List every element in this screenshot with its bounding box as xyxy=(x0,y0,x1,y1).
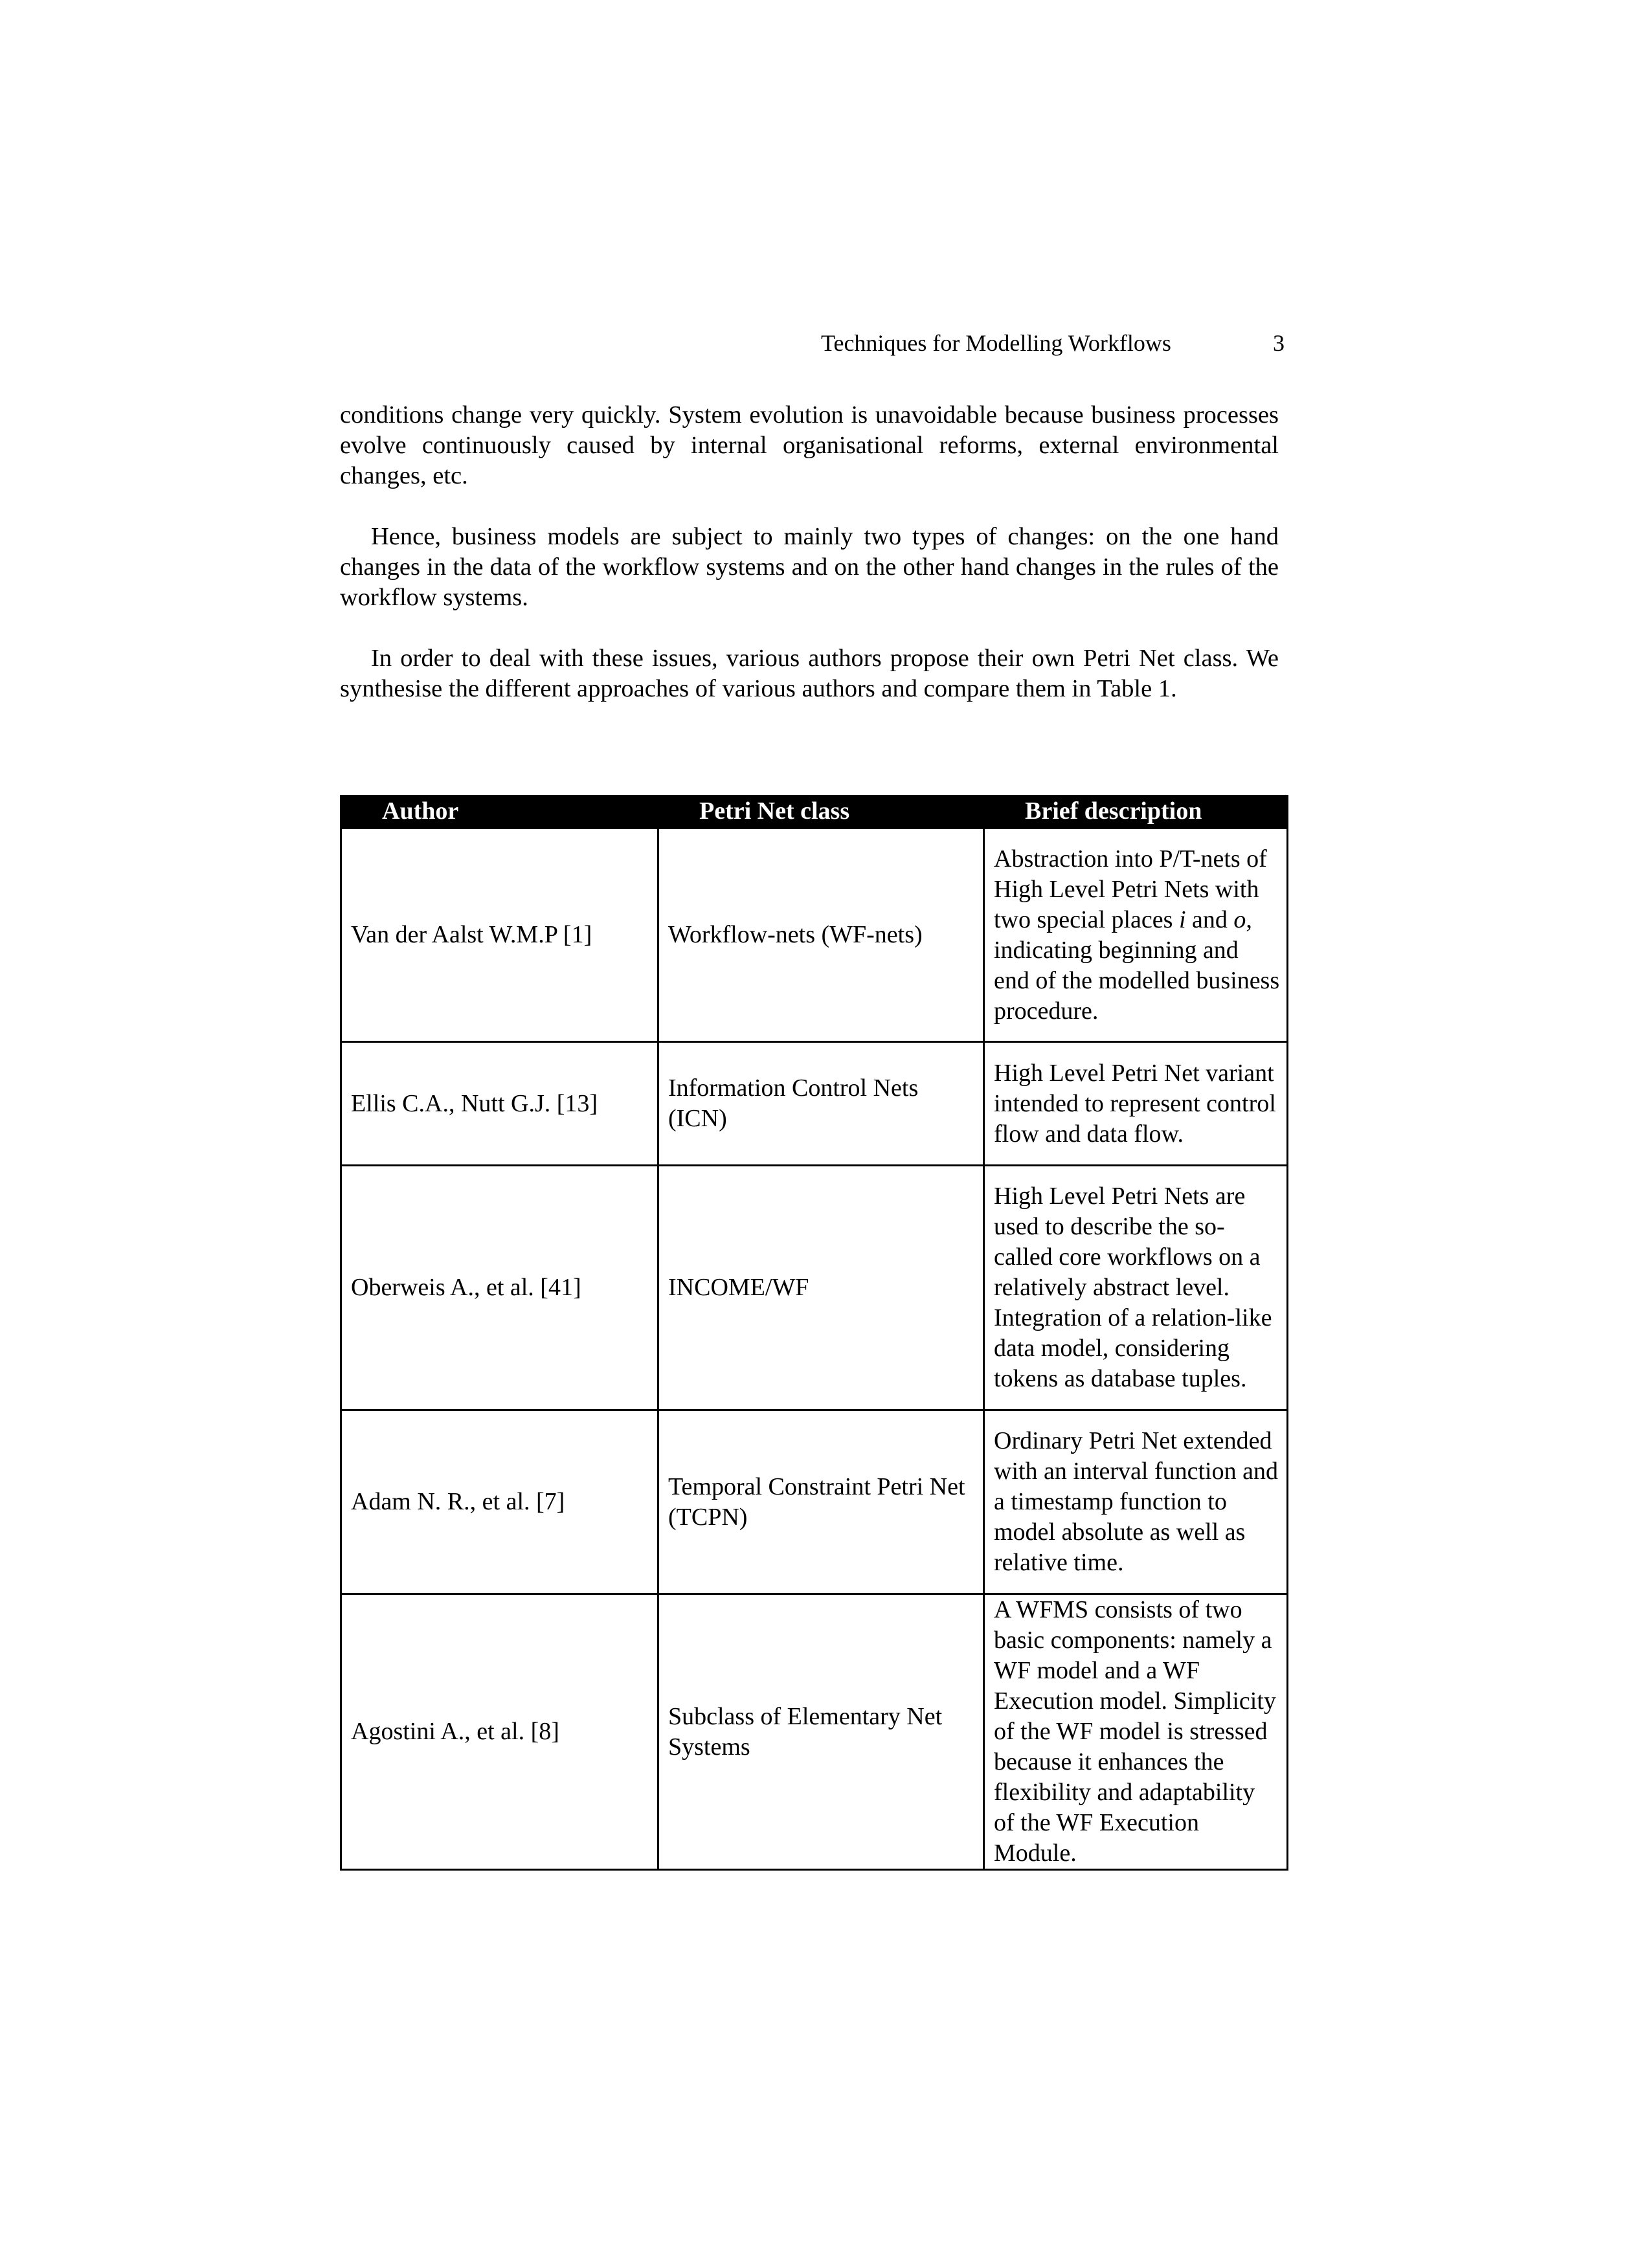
paragraph-1: conditions change very quickly. System evolution is unavoidable because business processes evolve continuously caused by internal organisational reforms, external environmental changes, etc. xyxy=(340,401,1279,489)
cell-description: High Level Petri Nets are used to describe the so-called core workflows on a relatively abstract level. Integration of a relation-like data model, considering tokens as database tuples. xyxy=(984,1166,1288,1410)
table-row xyxy=(341,1594,1288,1870)
table-row xyxy=(341,1042,1288,1166)
cell-petri-net-class: Information Control Nets (ICN) xyxy=(658,1042,984,1166)
cell-author: Oberweis A., et al. [41] xyxy=(341,1166,658,1410)
cell-description: Ordinary Petri Net extended with an interval function and a timestamp function to model absolute as well as relative time. xyxy=(984,1410,1288,1594)
running-header xyxy=(821,327,1287,359)
header-brief-description: Brief description xyxy=(984,795,1288,828)
paragraph-2: Hence, business models are subject to mainly two types of changes: on the one hand changes in the data of the workflow systems and on the other hand changes in the rules of the workflow systems. xyxy=(340,523,1279,611)
header-petri-net-class: Petri Net class xyxy=(658,795,984,828)
cell-petri-net-class: Temporal Constraint Petri Net (TCPN) xyxy=(658,1410,984,1594)
cell-author: Van der Aalst W.M.P [1] xyxy=(341,828,658,1042)
place-i: i xyxy=(1178,906,1186,933)
cell-petri-net-class: INCOME/WF xyxy=(658,1166,984,1410)
table-row xyxy=(341,1166,1288,1410)
description-text: , indicating beginning and end of the modelled business procedure. xyxy=(994,906,1280,1025)
cell-petri-net-class: Workflow-nets (WF-nets) xyxy=(658,828,984,1042)
cell-author: Agostini A., et al. [8] xyxy=(341,1594,658,1870)
cell-description: A WFMS consists of two basic components: namely a WF model and a WF Execution model. Simplicity of the WF model is stressed because it enhances the flexibility and adaptability of the WF Execution Module. xyxy=(984,1594,1288,1870)
place-o: o xyxy=(1233,906,1246,933)
cell-description xyxy=(984,828,1288,1042)
running-title: Techniques for Modelling Workflows xyxy=(821,330,1171,356)
table-row xyxy=(341,828,1288,1042)
description-text: Abstraction into P/T-nets of High Level Petri Nets with two special places xyxy=(994,845,1267,933)
table-header-row xyxy=(341,795,1288,828)
paragraph-3: In order to deal with these issues, various authors propose their own Petri Net class. We synthesise the different approaches of various authors and compare them in Table 1. xyxy=(340,645,1279,702)
cell-author: Adam N. R., et al. [7] xyxy=(341,1410,658,1594)
comparison-table xyxy=(340,795,1288,1871)
cell-author: Ellis C.A., Nutt G.J. [13] xyxy=(341,1042,658,1166)
table-row xyxy=(341,1410,1288,1594)
cell-petri-net-class: Subclass of Elementary Net Systems xyxy=(658,1594,984,1870)
cell-description: High Level Petri Net variant intended to represent control flow and data flow. xyxy=(984,1042,1288,1166)
description-text: and xyxy=(1185,906,1234,933)
page-number: 3 xyxy=(1273,330,1285,356)
header-author: Author xyxy=(341,795,658,828)
